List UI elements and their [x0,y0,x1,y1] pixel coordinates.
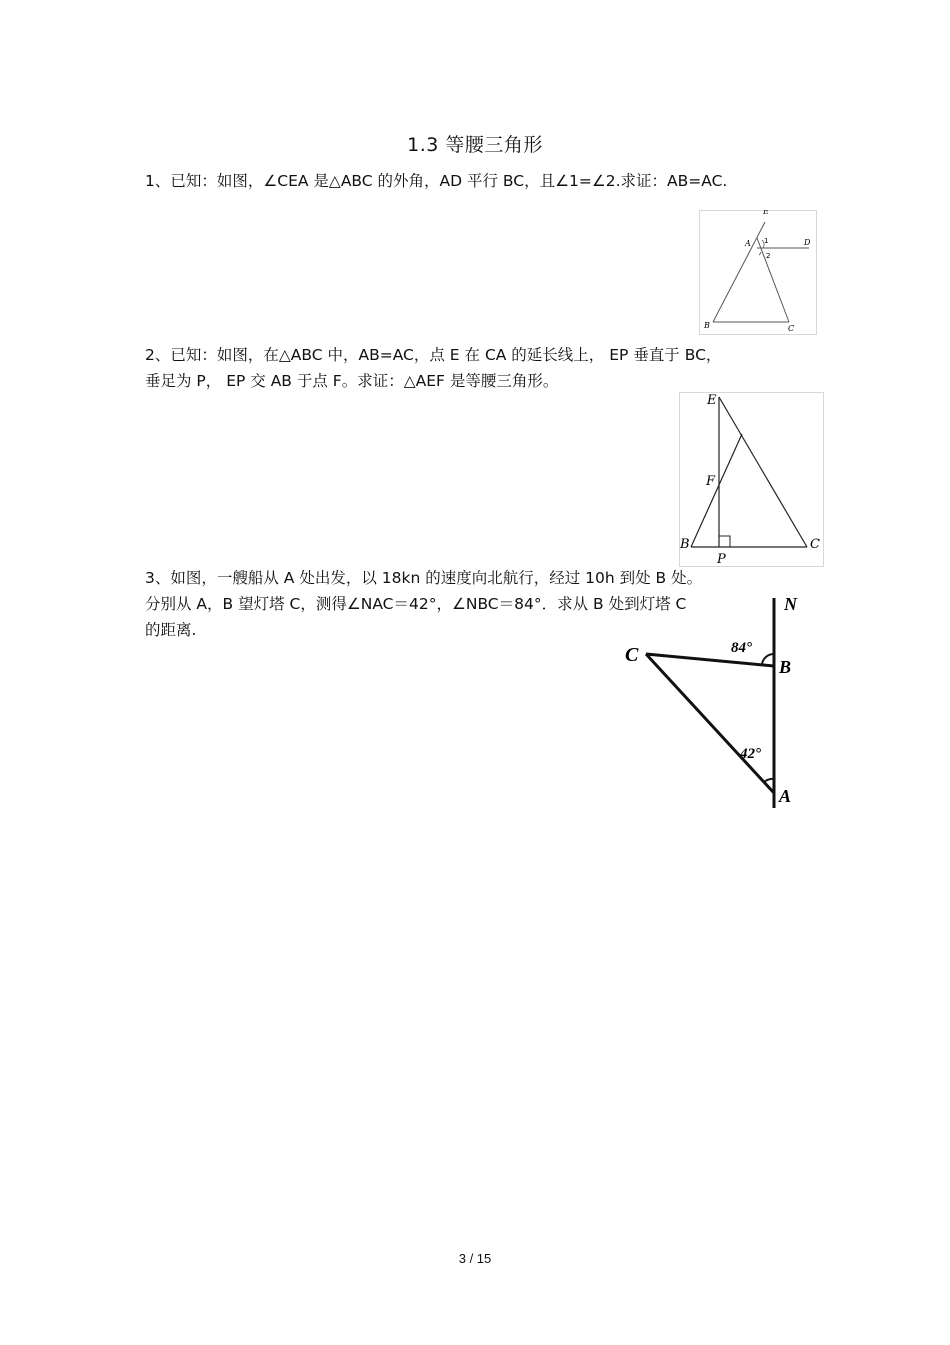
question-1-text: 1、已知：如图，∠CEA 是△ABC 的外角，AD 平行 BC，且∠1=∠2.求证：AB=AC. [145,172,728,190]
figure-1-label-d: D [804,238,811,247]
figure-3-label-c: C [625,644,639,666]
figure-2-triangle [679,392,824,567]
figure-2-label-b: B [680,537,690,552]
figure-3-line-cb [646,654,774,666]
figure-1-line-ac [757,238,789,322]
figure-3-line-ca [646,654,774,793]
figure-3-label-n: N [784,594,797,614]
figure-1-label-a: A [745,239,751,248]
page-title: 1.3 等腰三角形 [407,134,543,156]
question-2-text [145,342,825,394]
question-2-line-1: 2、已知：如图，在△ABC 中，AB=AC，点 E 在 CA 的延长线上， EP 垂直于 BC， [145,346,722,364]
figure-3-label-a: A [779,786,792,806]
figure-1-label-1: 1 [764,237,769,245]
question-3-line-2: 分别从 A，B 望灯塔 C，测得∠NAC＝42°，∠NBC＝84°．求从 B 处到灯塔 C [145,595,687,613]
figure-3-angle-a-label: 42° [740,746,761,762]
question-3-line-1: 3、如图，一艘船从 A 处出发，以 18kn 的速度向北航行，经过 10h 到处 B 处。 [145,569,703,587]
figure-2-label-c: C [810,537,820,552]
figure-2-label-e: E [707,393,717,408]
figure-2-border [680,393,824,567]
figure-1-label-e: E [763,210,769,216]
figure-3-angle-b-arc [762,654,774,664]
figure-1-triangle [699,210,817,335]
figure-1-label-b: B [704,321,710,330]
figure-3-angle-b-label: 84° [731,640,752,656]
figure-2-line-ab [691,434,742,547]
figure-2-label-p: P [717,552,726,567]
figure-3-lighthouse [620,590,820,810]
figure-2-line-ec [719,397,807,547]
figure-1-line-eb [713,222,765,322]
figure-3-label-b: B [779,657,792,677]
figure-1-border [700,211,817,335]
figure-2-label-f: F [706,474,716,489]
figure-1-label-2: 2 [766,252,771,260]
figure-1-angle-2-arc [759,252,761,255]
question-3-line-3: 的距离. [145,621,197,639]
figure-1-label-c: C [788,324,795,333]
figure-2-right-angle-mark [719,536,730,547]
question-2-line-2: 垂足为 P， EP 交 AB 于点 F。求证：△AEF 是等腰三角形。 [145,372,559,390]
page-number: 3 / 15 [458,1251,492,1266]
